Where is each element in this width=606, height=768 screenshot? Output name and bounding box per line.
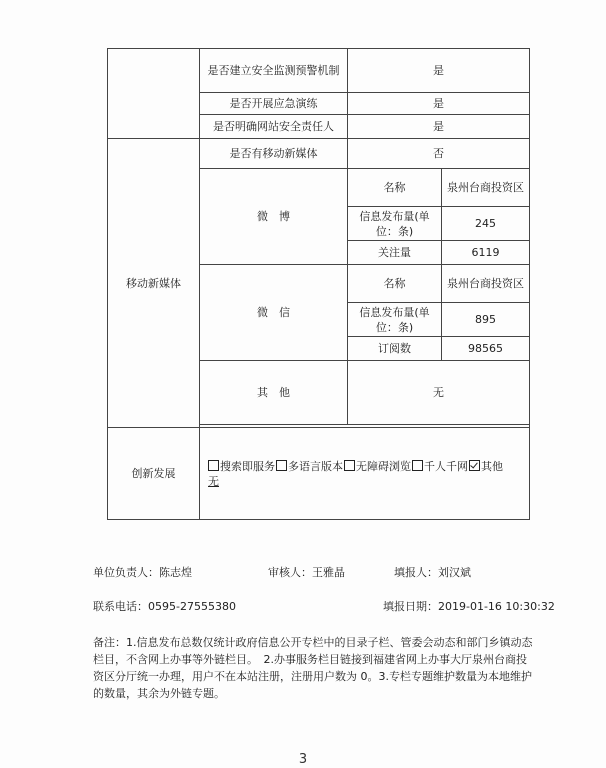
blank-section-cell [108,49,200,139]
security-owner-label: 是否明确网站安全责任人 [200,115,348,139]
security-owner-value: 是 [348,115,530,139]
weixin-sub-value: 98565 [442,337,530,361]
weixin-label: 微 信 [200,265,348,361]
option-label: 多语言版本 [288,459,343,473]
option-label: 无障碍浏览 [356,459,411,473]
checkbox-checked-icon[interactable] [469,460,480,471]
option-label: 搜索即服务 [220,459,275,473]
checkbox-icon[interactable] [344,460,355,471]
weibo-publish-label: 信息发布量(单位：条) [348,207,442,241]
security-monitor-value: 是 [348,49,530,93]
weixin-sub-label: 订阅数 [348,337,442,361]
emergency-drill-value: 是 [348,93,530,115]
option-accessibility[interactable] [344,459,411,474]
weibo-name-value: 泉州台商投资区 [442,169,530,207]
checkbox-icon[interactable] [276,460,287,471]
innovation-options-cell [200,428,530,520]
report-table [107,48,530,520]
filler: 填报人：刘汉斌 [394,566,471,579]
option-other[interactable] [469,459,503,474]
page-number: 3 [298,752,308,767]
has-mobile-media-label: 是否有移动新媒体 [200,139,348,169]
security-monitor-label: 是否建立安全监测预警机制 [200,49,348,93]
emergency-drill-label: 是否开展应急演练 [200,93,348,115]
option-personalized[interactable] [412,459,468,474]
notes: 备注：1.信息发布总数仅统计政府信息公开专栏中的目录子栏、管委会动态和部门乡镇动态栏目，不含网上办事等外链栏目。 2.办事服务栏目链接到福建省网上办事大厅泉州台商投资区分厅统一办理，用户不在本站注册，注册用户数为 0。3.专栏专题维护数量为本地维护的数量，其余为外链专题。 [93,636,533,700]
option-search-service[interactable] [208,459,275,474]
weibo-publish-value: 245 [442,207,530,241]
weixin-name-label: 名称 [348,265,442,303]
innovation-other-value: 无 [208,474,219,488]
option-multilingual[interactable] [276,459,343,474]
other-media-label: 其 他 [200,361,348,425]
weibo-follow-value: 6119 [442,241,530,265]
option-label: 千人千网 [424,459,468,473]
reviewer: 审核人：王雅晶 [268,566,345,579]
weibo-label: 微 博 [200,169,348,265]
weibo-follow-label: 关注量 [348,241,442,265]
weixin-name-value: 泉州台商投资区 [442,265,530,303]
other-media-value: 无 [348,361,530,425]
weibo-name-label: 名称 [348,169,442,207]
mobile-media-section-label: 移动新媒体 [108,139,200,428]
has-mobile-media-value: 否 [348,139,530,169]
weixin-publish-label: 信息发布量(单位：条) [348,303,442,337]
checkbox-icon[interactable] [412,460,423,471]
unit-head: 单位负责人：陈志煌 [93,566,192,579]
innovation-label: 创新发展 [108,428,200,520]
fill-date: 填报日期：2019-01-16 10:30:32 [383,600,555,613]
checkbox-icon[interactable] [208,460,219,471]
weixin-publish-value: 895 [442,303,530,337]
innovation-options [208,459,526,474]
contact-phone: 联系电话：0595-27555380 [93,600,236,613]
option-label: 其他 [481,459,503,473]
